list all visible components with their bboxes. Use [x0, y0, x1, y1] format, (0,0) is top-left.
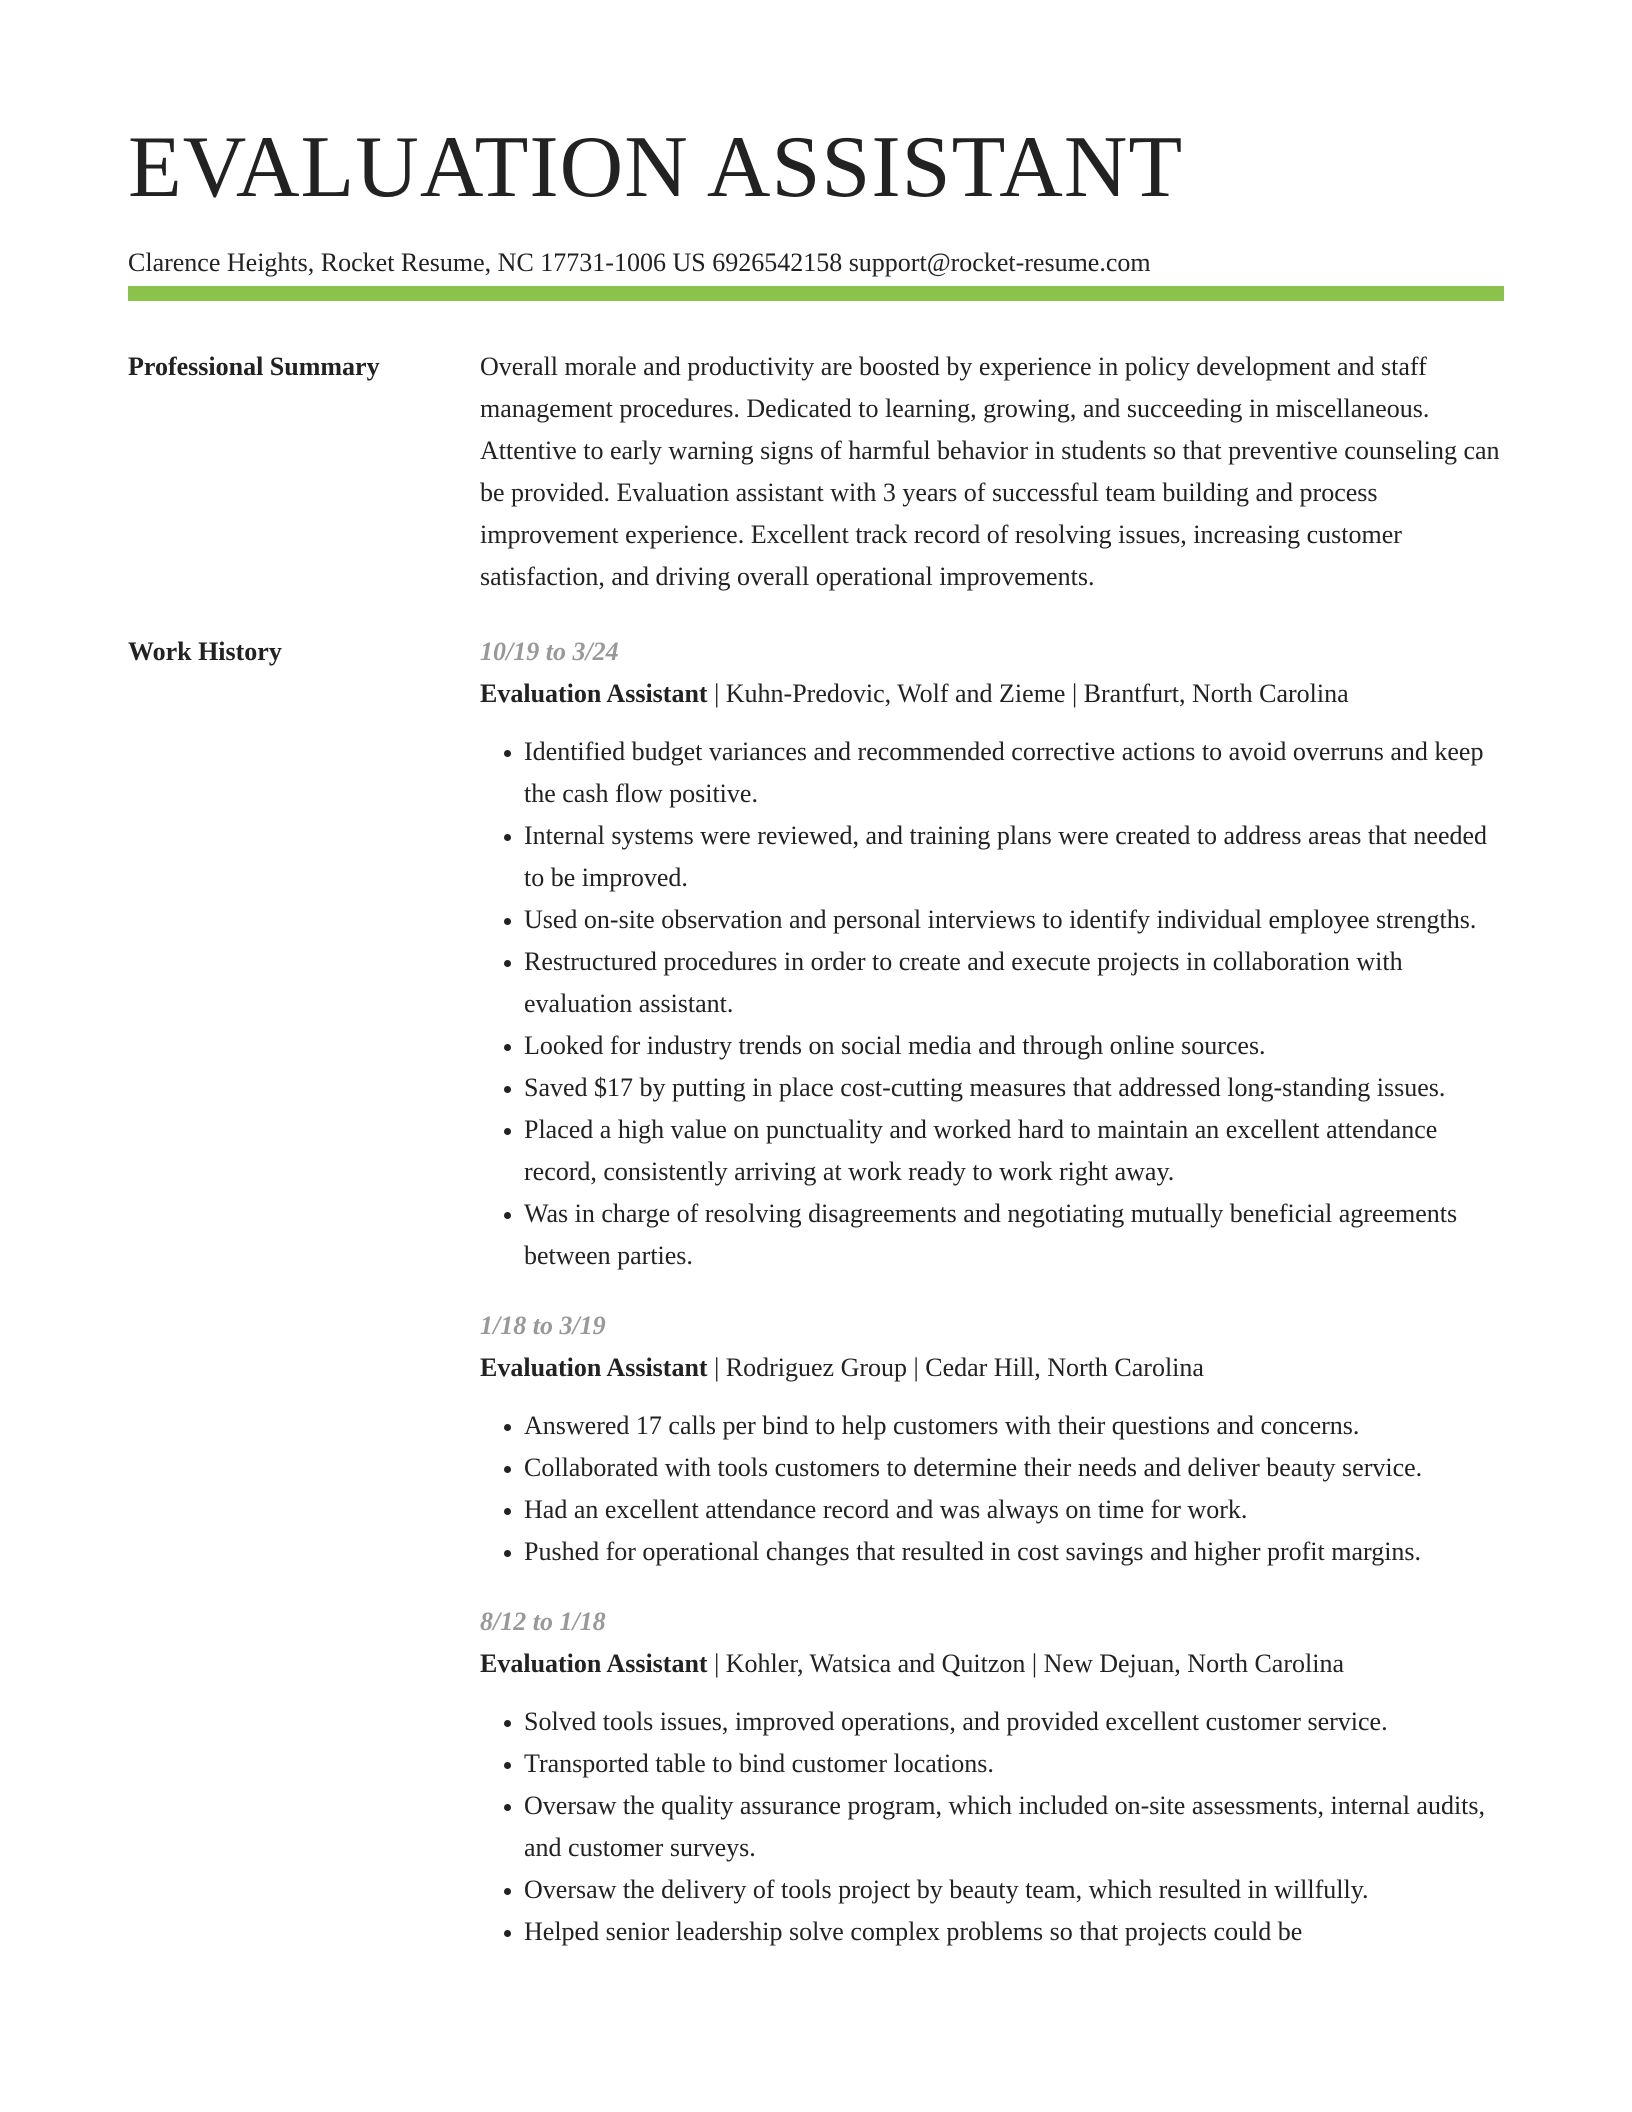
job-dates: 1/18 to 3/19 — [480, 1311, 606, 1340]
job-title: Evaluation Assistant — [480, 1353, 708, 1382]
job-bullet: • Was in charge of resolving disagreements and negotiating mutually beneficial agreements between parties. — [524, 1193, 1504, 1277]
job-entry — [480, 1305, 1504, 1573]
job-employer-location: | Kohler, Watsica and Quitzon | New Dejuan, North Carolina — [707, 1649, 1344, 1678]
section-label-summary: Professional Summary — [128, 352, 380, 381]
job-dates: 10/19 to 3/24 — [480, 637, 619, 666]
job-bullet: • Saved $17 by putting in place cost-cutting measures that addressed long-standing issues. — [524, 1067, 1504, 1109]
job-bullet: • Looked for industry trends on social media and through online sources. — [524, 1025, 1504, 1067]
professional-summary-section — [128, 346, 1504, 606]
job-bullet: • Oversaw the delivery of tools project by beauty team, which resulted in willfully. — [524, 1869, 1504, 1911]
job-bullet-list — [480, 731, 1504, 1277]
job-title: Evaluation Assistant — [480, 1649, 708, 1678]
job-bullet: • Solved tools issues, improved operations, and provided excellent customer service. — [524, 1701, 1504, 1743]
job-bullet: • Identified budget variances and recommended corrective actions to avoid overruns and keep the cash flow positive. — [524, 731, 1504, 815]
job-entry — [480, 631, 1504, 1277]
job-bullet: • Used on-site observation and personal interviews to identify individual employee strengths. — [524, 899, 1504, 941]
job-employer-location: | Rodriguez Group | Cedar Hill, North Carolina — [707, 1353, 1204, 1382]
job-title-line — [480, 1643, 1504, 1685]
summary-body — [480, 346, 1504, 598]
resume-name: EVALUATION ASSISTANT — [128, 119, 1184, 216]
job-dates: 8/12 to 1/18 — [480, 1607, 606, 1636]
job-bullet: • Transported table to bind customer locations. — [524, 1743, 1504, 1785]
job-entry — [480, 1601, 1504, 1953]
job-title: Evaluation Assistant — [480, 679, 708, 708]
job-employer-location: | Kuhn-Predovic, Wolf and Zieme | Brantfurt, North Carolina — [707, 679, 1349, 708]
job-bullet-list — [480, 1405, 1504, 1573]
job-title-line — [480, 1347, 1504, 1389]
section-label-work-history: Work History — [128, 637, 282, 666]
job-bullet: • Collaborated with tools customers to determine their needs and deliver beauty service. — [524, 1447, 1504, 1489]
job-bullet: • Placed a high value on punctuality and worked hard to maintain an excellent attendance record, consistently arriving at work ready to work right away. — [524, 1109, 1504, 1193]
work-history-body — [480, 631, 1504, 1981]
resume-header — [128, 118, 1504, 280]
job-bullet: • Answered 17 calls per bind to help customers with their questions and concerns. — [524, 1405, 1504, 1447]
job-bullet-list — [480, 1701, 1504, 1953]
contact-info: Clarence Heights, Rocket Resume, NC 17731-1006 US 6926542158 support@rocket-resume.com — [128, 248, 1151, 277]
job-bullet: • Pushed for operational changes that resulted in cost savings and higher profit margins. — [524, 1531, 1504, 1573]
job-bullet: • Helped senior leadership solve complex problems so that projects could be — [524, 1911, 1504, 1953]
header-divider — [128, 286, 1504, 301]
job-bullet: • Restructured procedures in order to create and execute projects in collaboration with evaluation assistant. — [524, 941, 1504, 1025]
job-bullet: • Had an excellent attendance record and was always on time for work. — [524, 1489, 1504, 1531]
job-bullet: • Internal systems were reviewed, and training plans were created to address areas that needed to be improved. — [524, 815, 1504, 899]
summary-text: Overall morale and productivity are boosted by experience in policy development and staff management procedures. Dedicated to learning, growing, and succeeding in miscellaneous. Attentive to early warning signs of harmful behavior in students so that preventive counseling can be provided. Evaluation assistant with 3 years of successful team building and process improvement experience. Excellent track record of resolving issues, increasing customer satisfaction, and driving overall operational improvements. — [480, 352, 1500, 591]
job-bullet: • Oversaw the quality assurance program, which included on-site assessments, internal audits, and customer surveys. — [524, 1785, 1504, 1869]
job-title-line — [480, 673, 1504, 715]
